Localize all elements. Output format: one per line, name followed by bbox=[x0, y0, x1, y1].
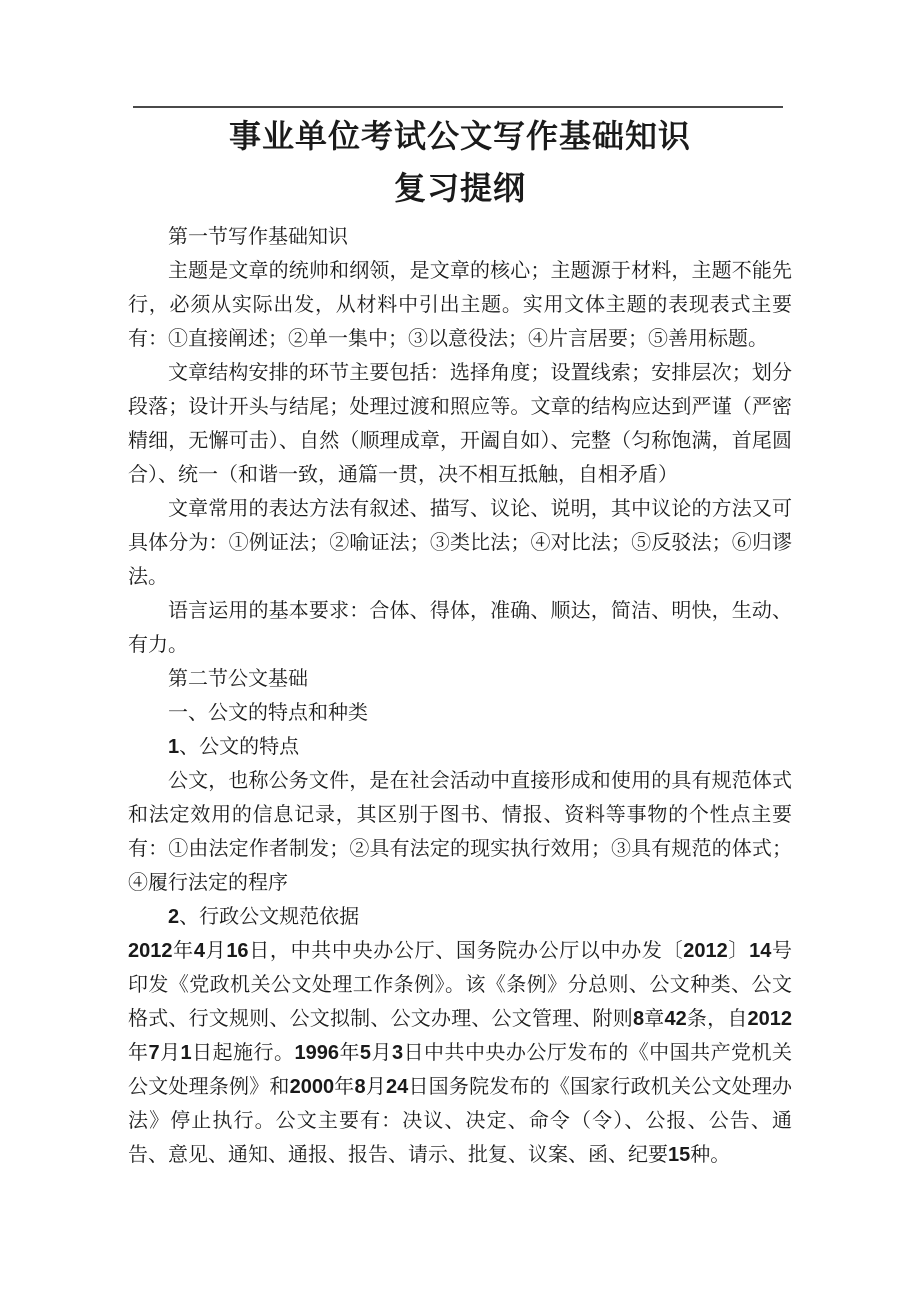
text-run: 、公文的特点 bbox=[179, 736, 300, 758]
text-run: 文章结构安排的环节主要包括：选择角度；设置线索；安排层次；划分段落；设计开头与结尾；处理过渡和照应等。文章的结构应达到严谨（严密精细，无懈可击）、自然（顺理成章，开阖自如）、完整（匀称饱满，首尾圆合）、统一（和谐一致，通篇一贯，决不相互抵触，自相矛盾） bbox=[128, 362, 792, 486]
text-run: 年 bbox=[172, 940, 194, 962]
heading-features bbox=[128, 730, 792, 764]
paragraph-language bbox=[128, 594, 792, 662]
text-run: 年 bbox=[334, 1076, 355, 1098]
heading-features-types bbox=[128, 696, 792, 730]
text-run: 第二节公文基础 bbox=[168, 668, 308, 690]
document-content bbox=[128, 110, 792, 1172]
text-run: 月 bbox=[371, 1042, 392, 1064]
text-run: 文章常用的表达方法有叙述、描写、议论、说明，其中议论的方法又可具体分为：①例证法；②喻证法；③类比法；④对比法；⑤反驳法；⑥归谬法。 bbox=[128, 498, 792, 588]
bold-number-run: 42 bbox=[664, 1008, 687, 1030]
text-run: 第一节写作基础知识 bbox=[168, 226, 348, 248]
bold-number-run: 3 bbox=[391, 1042, 404, 1064]
section1-heading bbox=[128, 220, 792, 254]
bold-number-run: 16 bbox=[226, 940, 249, 962]
bold-number-run: 2012 bbox=[683, 940, 728, 962]
paragraph-gongwen-definition bbox=[128, 764, 792, 900]
bold-number-run: 2012 bbox=[747, 1008, 793, 1030]
bold-number-run: 2012 bbox=[128, 940, 173, 962]
document-title-line2: 复习提纲 bbox=[393, 170, 526, 206]
text-run: 条，自 bbox=[686, 1008, 748, 1030]
bold-number-run: 1 bbox=[180, 1042, 192, 1064]
text-run: 、行政公文规范依据 bbox=[179, 906, 360, 928]
text-run: 语言运用的基本要求：合体、得体，准确、顺达，简洁、明快，生动、有力。 bbox=[128, 600, 792, 656]
paragraph-regulation-detail bbox=[128, 934, 792, 1172]
bold-number-run: 2 bbox=[168, 906, 180, 928]
paragraph-theme bbox=[128, 254, 792, 356]
text-run: 主题是文章的统帅和纲领，是文章的核心；主题源于材料，主题不能先行，必须从实际出发，从材料中引出主题。实用文体主题的表现表式主要有：①直接阐述；②单一集中；③以意役法；④片言居要；⑤善用标题。 bbox=[128, 260, 792, 350]
text-run: 年 bbox=[128, 1042, 149, 1064]
bold-number-run: 1 bbox=[168, 736, 180, 758]
text-run: 日，中共中央办公厅、国务院办公厅以中办发〔 bbox=[248, 940, 684, 962]
text-run: 章 bbox=[644, 1008, 665, 1030]
bold-number-run: 4 bbox=[193, 940, 205, 962]
paragraph-structure bbox=[128, 356, 792, 492]
text-run: 种。 bbox=[690, 1144, 731, 1166]
paragraph-expression bbox=[128, 492, 792, 594]
bold-number-run: 8 bbox=[354, 1076, 366, 1098]
text-run: 一、公文的特点和种类 bbox=[168, 702, 368, 724]
bold-number-run: 1996 bbox=[294, 1042, 339, 1064]
bold-number-run: 7 bbox=[148, 1042, 160, 1064]
section2-heading bbox=[128, 662, 792, 696]
bold-number-run: 14 bbox=[749, 940, 772, 962]
text-run: 日中共中央办公厅发布的《中国共产党机关公文处理条例》和 bbox=[128, 1042, 792, 1098]
text-run: 月 bbox=[204, 940, 227, 962]
text-run: 号印发《党政机关公文处理工作条例》。该《条例》分总则、公文种类、公文格式、行文规则、公文拟制、公文办理、公文管理、附则 bbox=[128, 940, 793, 1030]
text-run: 〕 bbox=[727, 940, 750, 962]
bold-number-run: 2000 bbox=[289, 1076, 335, 1098]
bold-number-run: 5 bbox=[359, 1042, 372, 1064]
text-run: 公文，也称公务文件，是在社会活动中直接形成和使用的具有规范体式和法定效用的信息记录，其区别于图书、情报、资料等事物的个性点主要有：①由法定作者制发；②具有法定的现实执行效用；③具有规范的体式；④履行法定的程序 bbox=[128, 770, 792, 894]
heading-regulation-basis bbox=[128, 900, 792, 934]
header-rule bbox=[133, 106, 783, 108]
bold-number-run: 8 bbox=[632, 1008, 645, 1030]
text-run: 月 bbox=[365, 1076, 387, 1098]
text-run: 日国务院发布的《国家行政机关公文处理办法》停止执行。公文主要有：决议、决定、命令（令）、公报、公告、通告、意见、通知、通报、报告、请示、批复、议案、函、纪要 bbox=[128, 1076, 793, 1166]
text-run: 日起施行。 bbox=[191, 1042, 295, 1064]
document-title-line1: 事业单位考试公文写作基础知识 bbox=[228, 118, 691, 154]
bold-number-run: 24 bbox=[386, 1076, 409, 1098]
document-body bbox=[128, 220, 792, 1172]
text-run: 年 bbox=[338, 1042, 360, 1064]
text-run: 月 bbox=[159, 1042, 181, 1064]
bold-number-run: 15 bbox=[668, 1144, 691, 1166]
